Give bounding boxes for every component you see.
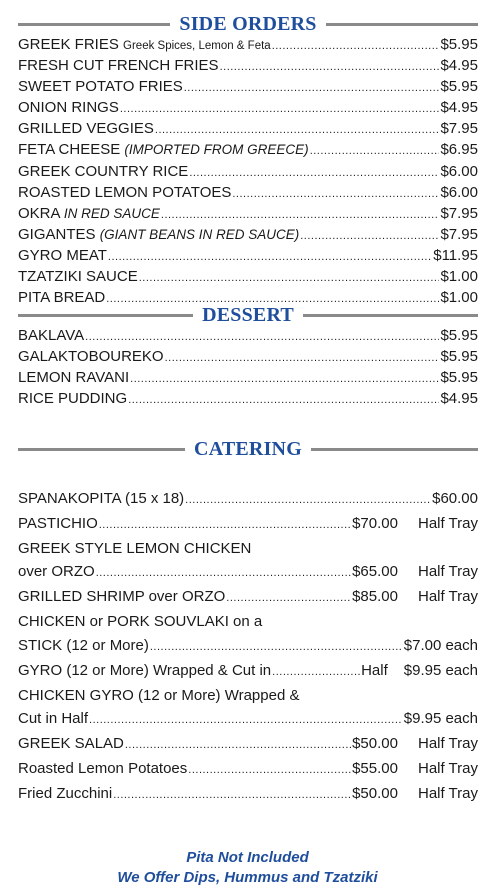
item-name: BAKLAVA <box>18 327 85 344</box>
item-price: $85.00 <box>352 588 398 606</box>
menu-item <box>18 119 478 140</box>
catering-title: CATERING <box>194 437 302 460</box>
dot-leader <box>165 348 440 368</box>
item-price: $11.95 <box>433 246 478 264</box>
item-note: Half <box>361 661 388 679</box>
dot-leader <box>232 184 439 204</box>
item-price: $4.95 <box>440 57 478 75</box>
item-name <box>18 246 107 266</box>
item-name <box>18 204 160 224</box>
dot-leader <box>99 514 351 537</box>
item-description: Greek Spices, Lemon & Feta <box>123 40 271 52</box>
item-name <box>18 56 219 76</box>
item-name-text: FETA CHEESE <box>18 141 121 159</box>
catering-line <box>18 560 478 585</box>
menu-item <box>18 347 478 368</box>
item-price: $5.95 <box>440 348 478 366</box>
dot-leader <box>300 226 439 246</box>
catering-line <box>18 707 478 732</box>
item-price: $5.95 <box>440 36 478 53</box>
item-name-text: OKRA <box>18 204 60 222</box>
item-price: $70.00 <box>352 515 398 533</box>
item-name <box>18 35 271 56</box>
catering-line <box>18 659 478 684</box>
item-name <box>18 225 299 245</box>
header-rule-right <box>326 23 478 26</box>
catering-line <box>18 537 478 560</box>
item-name-text: GYRO MEAT <box>18 246 107 264</box>
tray-size: Half Tray <box>417 563 478 581</box>
item-name: Cut in Half <box>18 709 89 727</box>
item-price: $6.00 <box>440 162 478 180</box>
item-price: $55.00 <box>352 760 398 778</box>
item-name: GYRO (12 or More) Wrapped & Cut in <box>18 661 272 679</box>
tray-size: Half Tray <box>417 515 478 533</box>
dot-leader <box>189 163 439 183</box>
item-name: PASTICHIO <box>18 515 98 533</box>
item-name: CHICKEN GYRO (12 or More) Wrapped & <box>18 686 300 704</box>
item-name <box>18 98 119 118</box>
item-description: (IMPORTED FROM GREECE) <box>124 142 309 158</box>
tray-size: Half Tray <box>417 588 478 606</box>
catering-line <box>18 585 478 610</box>
catering-line <box>18 487 478 512</box>
item-name: over ORZO <box>18 563 95 581</box>
item-price: $5.95 <box>440 369 478 387</box>
header-rule-right <box>303 314 478 317</box>
side-orders-title: SIDE ORDERS <box>179 12 317 35</box>
item-price: $7.95 <box>440 204 478 222</box>
menu-item <box>18 77 478 98</box>
header-rule-right <box>311 448 478 451</box>
item-name <box>18 267 138 287</box>
dot-leader <box>108 247 432 267</box>
menu-item <box>18 267 478 288</box>
item-name: Fried Zucchini <box>18 785 113 803</box>
item-price: $50.00 <box>352 785 398 803</box>
side-orders-header <box>18 12 478 36</box>
item-name <box>18 183 231 203</box>
dips-note: We Offer Dips, Hummus and Tzatziki <box>117 869 378 886</box>
item-price: $5.95 <box>440 78 478 96</box>
dot-leader <box>130 369 439 389</box>
item-name-text: GIGANTES <box>18 225 96 243</box>
item-description: IN RED SAUCE <box>63 205 160 221</box>
catering-line <box>18 512 478 537</box>
item-price: $9.95 each <box>403 661 478 679</box>
dot-leader <box>128 390 439 410</box>
pita-note: Pita Not Included <box>186 849 309 866</box>
item-name: CHICKEN or PORK SOUVLAKI on a <box>18 613 263 631</box>
item-name-text: TZATZIKI SAUCE <box>18 268 138 286</box>
item-price: $50.00 <box>352 734 398 752</box>
dot-leader <box>161 205 440 225</box>
header-rule-left <box>18 448 185 451</box>
dot-leader <box>96 562 351 585</box>
dot-leader <box>188 759 351 782</box>
menu-item <box>18 368 478 389</box>
item-name <box>18 77 183 97</box>
item-name <box>18 119 154 139</box>
item-name-text: FRESH CUT FRENCH FRIES <box>18 57 219 75</box>
tray-size: Half Tray <box>417 760 478 778</box>
item-name-text: GREEK COUNTRY RICE <box>18 162 189 180</box>
item-name: SPANAKOPITA (15 x 18) <box>18 490 185 507</box>
dot-leader <box>85 327 439 347</box>
item-name-text: ROASTED LEMON POTATOES <box>18 183 232 201</box>
header-rule-left <box>18 23 170 26</box>
footer-note <box>0 848 495 888</box>
dot-leader <box>125 734 351 757</box>
catering-line <box>18 684 478 707</box>
item-name: GREEK SALAD <box>18 734 124 752</box>
dot-leader <box>113 784 351 807</box>
menu-item <box>18 162 478 183</box>
item-price: $6.95 <box>440 141 478 159</box>
item-price: $60.00 <box>432 490 478 507</box>
item-price: $65.00 <box>352 563 398 581</box>
dot-leader <box>226 587 351 610</box>
menu-item <box>18 140 478 161</box>
menu-item <box>18 35 478 56</box>
menu-item <box>18 389 478 410</box>
item-price: $7.95 <box>440 120 478 138</box>
item-price: $1.00 <box>440 289 478 307</box>
item-price: $4.95 <box>440 99 478 117</box>
tray-size: Half Tray <box>417 734 478 752</box>
item-price: $5.95 <box>440 327 478 344</box>
menu-item <box>18 326 478 347</box>
item-name-text: GREEK FRIES <box>18 36 119 53</box>
side-orders-list <box>18 35 478 309</box>
dessert-header <box>18 303 478 327</box>
dot-leader <box>272 661 360 684</box>
dot-leader <box>155 120 440 140</box>
header-rule-left <box>18 314 193 317</box>
item-name: GREEK STYLE LEMON CHICKEN <box>18 540 252 558</box>
dot-leader <box>220 57 440 77</box>
item-price: $7.95 <box>440 225 478 243</box>
item-name: STICK (12 or More) <box>18 636 149 654</box>
menu-item <box>18 183 478 204</box>
catering-line <box>18 782 478 807</box>
menu-item <box>18 98 478 119</box>
catering-line <box>18 610 478 633</box>
dot-leader <box>184 78 440 98</box>
item-price: $7.00 each <box>403 636 478 654</box>
item-name-text: ONION RINGS <box>18 99 119 117</box>
dot-leader <box>139 268 440 288</box>
dot-leader <box>185 489 431 512</box>
item-name <box>18 162 188 182</box>
catering-header <box>18 437 478 461</box>
item-name: RICE PUDDING <box>18 390 128 408</box>
item-description: (GIANT BEANS IN RED SAUCE) <box>99 226 300 242</box>
dot-leader <box>310 141 440 161</box>
catering-line <box>18 732 478 757</box>
dessert-list <box>18 326 478 410</box>
item-name: Roasted Lemon Potatoes <box>18 760 188 778</box>
item-name-text: PITA BREAD <box>18 289 106 307</box>
item-name-text: SWEET POTATO FRIES <box>18 78 183 96</box>
item-price: $9.95 each <box>403 709 478 727</box>
dessert-title: DESSERT <box>202 303 294 326</box>
dot-leader <box>89 709 403 732</box>
item-name: GRILLED SHRIMP over ORZO <box>18 588 226 606</box>
item-price: $1.00 <box>440 268 478 286</box>
dot-leader <box>120 99 440 119</box>
dot-leader <box>150 636 403 659</box>
tray-size: Half Tray <box>417 785 478 803</box>
catering-list <box>18 487 478 807</box>
item-name: GALAKTOBOUREKO <box>18 348 164 366</box>
menu-item <box>18 225 478 246</box>
item-name-text: GRILLED VEGGIES <box>18 120 154 138</box>
item-name <box>18 140 309 160</box>
item-name: LEMON RAVANI <box>18 369 130 387</box>
item-price: $6.00 <box>440 183 478 201</box>
item-price: $4.95 <box>440 390 478 408</box>
menu-item <box>18 204 478 225</box>
catering-line <box>18 757 478 782</box>
dot-leader <box>272 36 440 56</box>
catering-line <box>18 634 478 659</box>
menu-item <box>18 56 478 77</box>
menu-item <box>18 246 478 267</box>
